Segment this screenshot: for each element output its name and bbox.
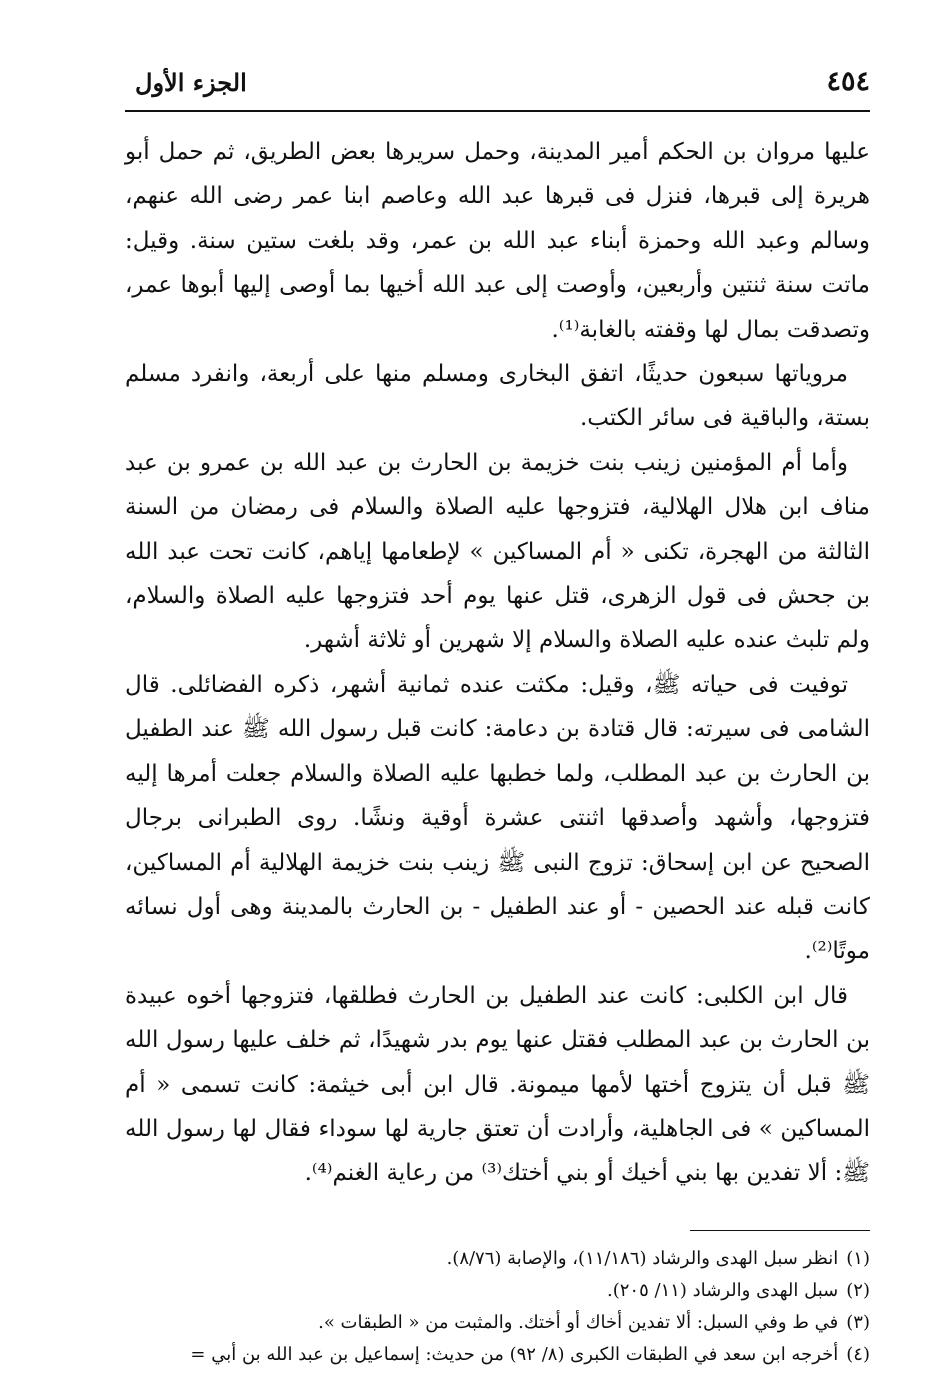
page-header [125,60,870,112]
footnote-item [125,1339,870,1371]
paragraph: وأما أم المؤمنين زينب بنت خزيمة بن الحارث بن عبد الله بن عمرو بن عبد مناف ابن هلال الهلالية، فتزوجها عليه الصلاة والسلام فى رمضان من السنة الثالثة من الهجرة، تكنى « أم المساكين » لإطعامها إياهم، كانت تحت عبد الله بن جحش فى قول الزهرى، قتل عنها يوم أحد فتزوجها عليه الصلاة والسلام، ولم تلبث عنده عليه الصلاة والسلام إلا شهرين أو ثلاثة أشهر. [125,449,870,654]
book-page [125,60,870,1365]
footnotes-list [125,1243,870,1371]
footnote-text: في ط وفي السبل: ألا تفدين أخاك أو أختك. والمثبت من « الطبقات ». [318,1311,839,1333]
footnote-separator [690,1230,870,1231]
footnote-number: (١) [846,1247,870,1269]
paragraph: قال ابن الكلبى: كانت عند الطفيل بن الحارث فطلقها، فتزوجها أخوه عبيدة بن الحارث بن عبد المطلب فقتل عنها يوم بدر شهيدًا، ثم خلف عليها رسول الله ﷺ قبل أن يتزوج أختها لأمها ميمونة. قال ابن أبى خيثمة: كانت تسمى « أم المساكين » فى الجاهلية، وأرادت أن تعتق جارية لها سوداء فقال لها رسول الله ﷺ: ألا تفدين بها بني أخيك أو بني أختك⁽³⁾ من رعاية الغنم⁽⁴⁾. [125,982,870,1187]
footnote-item [125,1275,870,1307]
footnote-number: (٢) [846,1279,870,1301]
paragraph: مروياتها سبعون حديثًا، اتفق البخارى ومسلم منها على أربعة، وانفرد مسلم بستة، والباقية فى سائر الكتب. [125,361,870,432]
footnote-text: أخرجه ابن سعد في الطبقات الكبرى (٨/ ٩٢) من حديث: إسماعيل بن عبد الله بن أبي = [190,1343,839,1365]
page-number: ٤٥٤ [826,66,870,97]
footnote-item [125,1307,870,1339]
footnote-number: (٣) [846,1311,870,1333]
running-title: الجزء الأول [135,68,247,97]
footnote-number: (٤) [846,1343,870,1365]
main-text [125,130,870,1196]
footnote-text: سبل الهدى والرشاد (١١/ ٢٠٥). [607,1279,839,1301]
footnote-text: انظر سبل الهدى والرشاد (١١/١٨٦)، والإصابة (٨/٧٦). [446,1247,839,1269]
paragraph: توفيت فى حياته ﷺ، وقيل: مكثت عنده ثمانية أشهر، ذكره الفضائلى. قال الشامى فى سيرته: قال قتادة بن دعامة: كانت قبل رسول الله ﷺ عند الطفيل بن الحارث بن عبد المطلب، ولما خطبها عليه الصلاة والسلام جعلت أمرها إليه فتزوجها، وأشهد وأصدقها اثنتى عشرة أوقية ونشًا. روى الطبرانى برجال الصحيح عن ابن إسحاق: تزوج النبى ﷺ زينب بنت خزيمة الهلالية أم المساكين، كانت قبله عند الحصين - أو عند الطفيل - بن الحارث بالمدينة وهى أول نسائه موتًا⁽²⁾. [125,671,870,965]
paragraph: عليها مروان بن الحكم أمير المدينة، وحمل سريرها بعض الطريق، ثم حمل أبو هريرة إلى قبرها، فنزل فى قبرها عبد الله وعاصم ابنا عمر رضى الله عنهم، وسالم وعبد الله وحمزة أبناء عبد الله بن عمر، وقد بلغت ستين سنة. وقيل: ماتت سنة ثنتين وأربعين، وأوصت إلى عبد الله أخيها بما أوصى إليها أبوها عمر، وتصدقت بمال لها وقفته بالغابة⁽¹⁾. [125,139,870,343]
footnote-item [125,1243,870,1275]
